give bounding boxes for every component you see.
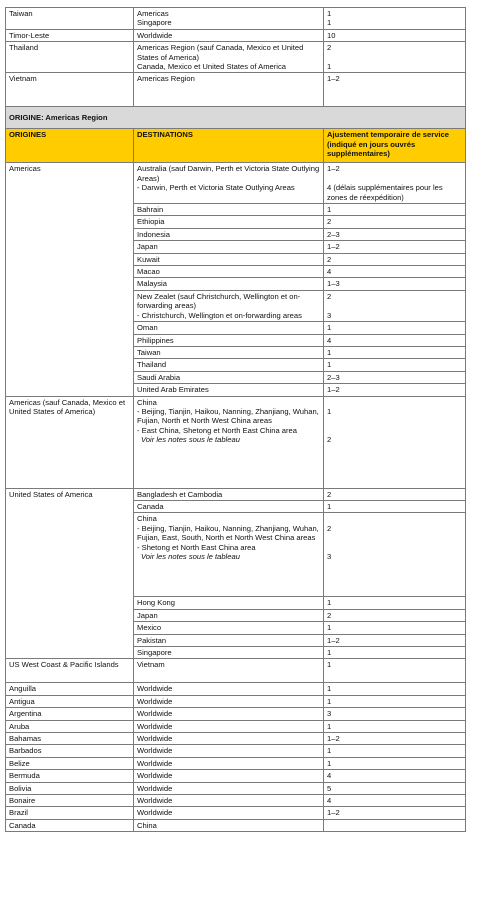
spacer xyxy=(327,514,462,523)
column-header-row xyxy=(6,129,466,163)
destination-cell: Pakistan xyxy=(134,634,324,646)
value-cell: 2–3 xyxy=(324,371,466,383)
origin-cell: Taiwan xyxy=(6,8,134,30)
value-line: 2 xyxy=(327,523,332,533)
table-row xyxy=(6,659,466,683)
origin-cell: Bahamas xyxy=(6,733,134,745)
value-line: 1 xyxy=(327,62,332,72)
value-cell: 4 xyxy=(324,770,466,782)
spacer xyxy=(327,301,462,310)
destination-line: New Zealet (sauf Christchurch, Wellington et on-forwarding areas) xyxy=(137,291,301,311)
value-cell: 1 xyxy=(324,622,466,634)
table-note: Voir les notes sous le tableau xyxy=(141,551,240,561)
value-cell xyxy=(324,819,466,831)
destination-line: - Christchurch, Wellington et on-forwarding areas xyxy=(137,310,302,320)
value-cell: 2 xyxy=(324,609,466,621)
value-cell xyxy=(324,42,466,73)
value-cell: 2–3 xyxy=(324,228,466,240)
value-cell xyxy=(324,8,466,30)
destination-cell: Ethiopia xyxy=(134,216,324,228)
origin-cell: US West Coast & Pacific Islands xyxy=(6,659,134,683)
destination-cell: Worldwide xyxy=(134,695,324,707)
origin-cell: Canada xyxy=(6,819,134,831)
value-cell: 1 xyxy=(324,757,466,769)
value-cell xyxy=(324,290,466,321)
destination-line: - East China, Shetong et North East China area xyxy=(137,425,297,435)
value-cell: 1–2 xyxy=(324,634,466,646)
destination-cell: Japan xyxy=(134,241,324,253)
spacer xyxy=(327,398,462,407)
value-cell: 4 xyxy=(324,266,466,278)
destination-line: Americas xyxy=(137,9,169,18)
destination-line: China xyxy=(137,397,157,407)
destination-cell: Hong Kong xyxy=(134,597,324,609)
destination-cell: Singapore xyxy=(134,646,324,658)
value-cell: 10 xyxy=(324,29,466,41)
table-row xyxy=(6,488,466,500)
origin-cell: Bermuda xyxy=(6,770,134,782)
destination-cell: Worldwide xyxy=(134,795,324,807)
value-cell: 5 xyxy=(324,782,466,794)
origin-cell: Argentina xyxy=(6,708,134,720)
origin-cell: Bolivia xyxy=(6,782,134,794)
value-cell: 1–2 xyxy=(324,384,466,396)
destination-cell xyxy=(134,290,324,321)
service-adjustment-document xyxy=(5,7,465,832)
column-header-adjustment: Ajustement temporaire de service (indiqué en jours ouvrés supplémentaires) xyxy=(324,129,466,163)
value-cell: 1 xyxy=(324,745,466,757)
origin-cell: Brazil xyxy=(6,807,134,819)
origin-cell: Thailand xyxy=(6,42,134,73)
value-line: 1 xyxy=(327,18,332,28)
origin-cell: Bonaire xyxy=(6,795,134,807)
origin-cell: Belize xyxy=(6,757,134,769)
value-line: 3 xyxy=(327,310,332,320)
origin-cell: United States of America xyxy=(6,488,134,659)
destination-cell: Worldwide xyxy=(134,683,324,695)
destination-cell: Worldwide xyxy=(134,745,324,757)
origin-cell: Aruba xyxy=(6,720,134,732)
destination-cell: Worldwide xyxy=(134,708,324,720)
value-cell: 1 xyxy=(324,346,466,358)
table-row xyxy=(6,708,466,720)
destination-cell: Japan xyxy=(134,609,324,621)
section-title: ORIGINE: Americas Region xyxy=(6,107,466,129)
destination-line: China xyxy=(137,514,157,524)
destination-cell: Thailand xyxy=(134,359,324,371)
value-line: 4 (délais supplémentaires pour les zones de réexpédition) xyxy=(327,183,443,202)
destination-cell xyxy=(134,513,324,597)
table-row xyxy=(6,819,466,831)
table-row xyxy=(6,73,466,107)
destination-cell: Worldwide xyxy=(134,720,324,732)
spacer xyxy=(327,426,462,435)
value-cell: 1–3 xyxy=(324,278,466,290)
spacer xyxy=(327,416,462,425)
origin-cell: Americas (sauf Canada, Mexico et United States of America) xyxy=(6,396,134,488)
destination-line: Singapore xyxy=(137,18,172,28)
value-line: 2 xyxy=(327,435,332,445)
table-row xyxy=(6,695,466,707)
destination-line: - Beijing, Tianjin, Haikou, Nanning, Zhanjiang, Wuhan, Fujian, East, South, North et North West China areas xyxy=(137,523,319,543)
table-row xyxy=(6,795,466,807)
value-line: 2 xyxy=(327,43,332,53)
destination-cell: Oman xyxy=(134,322,324,334)
table-row xyxy=(6,163,466,204)
destination-cell: Taiwan xyxy=(134,346,324,358)
spacer xyxy=(327,533,462,542)
table-row xyxy=(6,683,466,695)
table-row xyxy=(6,396,466,488)
column-header-destinations: DESTINATIONS xyxy=(134,129,324,163)
destination-cell: Malaysia xyxy=(134,278,324,290)
origin-cell: Anguilla xyxy=(6,683,134,695)
value-cell: 4 xyxy=(324,795,466,807)
origin-cell: Timor-Leste xyxy=(6,29,134,41)
spacer xyxy=(327,543,462,552)
destination-cell: Worldwide xyxy=(134,782,324,794)
destination-cell: Worldwide xyxy=(134,757,324,769)
value-line: 1 xyxy=(327,9,332,18)
value-line: 1 xyxy=(327,406,332,416)
value-cell: 1 xyxy=(324,695,466,707)
value-cell xyxy=(324,513,466,597)
destination-cell xyxy=(134,396,324,488)
value-cell: 1 xyxy=(324,659,466,683)
value-cell: 1 xyxy=(324,500,466,512)
origin-cell: Antigua xyxy=(6,695,134,707)
destination-cell: Worldwide xyxy=(134,807,324,819)
destination-cell: Vietnam xyxy=(134,659,324,683)
table-row xyxy=(6,770,466,782)
destination-cell: Saudi Arabia xyxy=(134,371,324,383)
destination-cell: Bangladesh et Cambodia xyxy=(134,488,324,500)
origin-cell: Vietnam xyxy=(6,73,134,107)
value-cell: 3 xyxy=(324,708,466,720)
destination-cell: Bahrain xyxy=(134,204,324,216)
origin-cell: Americas xyxy=(6,163,134,396)
column-header-origins: ORIGINES xyxy=(6,129,134,163)
value-cell: 1 xyxy=(324,720,466,732)
origin-cell: Barbados xyxy=(6,745,134,757)
table-row xyxy=(6,29,466,41)
spacer xyxy=(327,53,462,62)
value-cell: 1 xyxy=(324,683,466,695)
value-cell: 1–2 xyxy=(324,241,466,253)
value-cell: 1–2 xyxy=(324,73,466,107)
destination-cell: Philippines xyxy=(134,334,324,346)
destination-cell xyxy=(134,8,324,30)
value-cell: 4 xyxy=(324,334,466,346)
value-cell: 1 xyxy=(324,359,466,371)
destination-line: - Darwin, Perth et Victoria State Outlying Areas xyxy=(137,183,295,193)
value-cell: 1 xyxy=(324,322,466,334)
table-row xyxy=(6,720,466,732)
value-cell: 2 xyxy=(324,253,466,265)
value-cell: 1 xyxy=(324,646,466,658)
value-cell: 2 xyxy=(324,488,466,500)
destination-cell: Kuwait xyxy=(134,253,324,265)
destination-cell xyxy=(134,42,324,73)
destination-line: Americas Region (sauf Canada, Mexico et United States of America) xyxy=(137,43,304,62)
value-line: 3 xyxy=(327,551,332,561)
destination-line: - Beijing, Tianjin, Haikou, Nanning, Zhanjiang, Wuhan, Fujian, North et North West China areas xyxy=(137,406,319,426)
destination-cell: Worldwide xyxy=(134,770,324,782)
value-cell: 1–2 xyxy=(324,807,466,819)
table-row xyxy=(6,8,466,30)
destination-cell: Macao xyxy=(134,266,324,278)
value-cell: 2 xyxy=(324,216,466,228)
table-row xyxy=(6,745,466,757)
destination-cell: Worldwide xyxy=(134,733,324,745)
value-cell xyxy=(324,396,466,488)
table-row xyxy=(6,42,466,73)
destination-cell: Mexico xyxy=(134,622,324,634)
destination-cell xyxy=(134,163,324,204)
destination-line: Canada, Mexico et United States of America xyxy=(137,62,286,72)
value-line: 2 xyxy=(327,291,332,301)
table-row xyxy=(6,757,466,769)
destination-cell: United Arab Emirates xyxy=(134,384,324,396)
table-note: Voir les notes sous le tableau xyxy=(141,435,240,445)
destination-cell: Americas Region xyxy=(134,73,324,107)
table-row xyxy=(6,733,466,745)
destination-cell: Canada xyxy=(134,500,324,512)
destination-cell: Worldwide xyxy=(134,29,324,41)
spacer xyxy=(327,174,462,183)
table-row xyxy=(6,807,466,819)
table-row xyxy=(6,782,466,794)
destination-line: - Shetong et North East China area xyxy=(137,542,256,552)
value-cell: 1 xyxy=(324,204,466,216)
section-header-row xyxy=(6,107,466,129)
destination-cell: Indonesia xyxy=(134,228,324,240)
service-adjustment-table xyxy=(5,7,466,832)
value-cell xyxy=(324,163,466,204)
destination-line: Australia (sauf Darwin, Perth et Victoria State Outlying Areas) xyxy=(137,164,320,183)
value-cell: 1–2 xyxy=(324,733,466,745)
destination-cell: China xyxy=(134,819,324,831)
value-cell: 1 xyxy=(324,597,466,609)
value-line: 1–2 xyxy=(327,164,340,174)
